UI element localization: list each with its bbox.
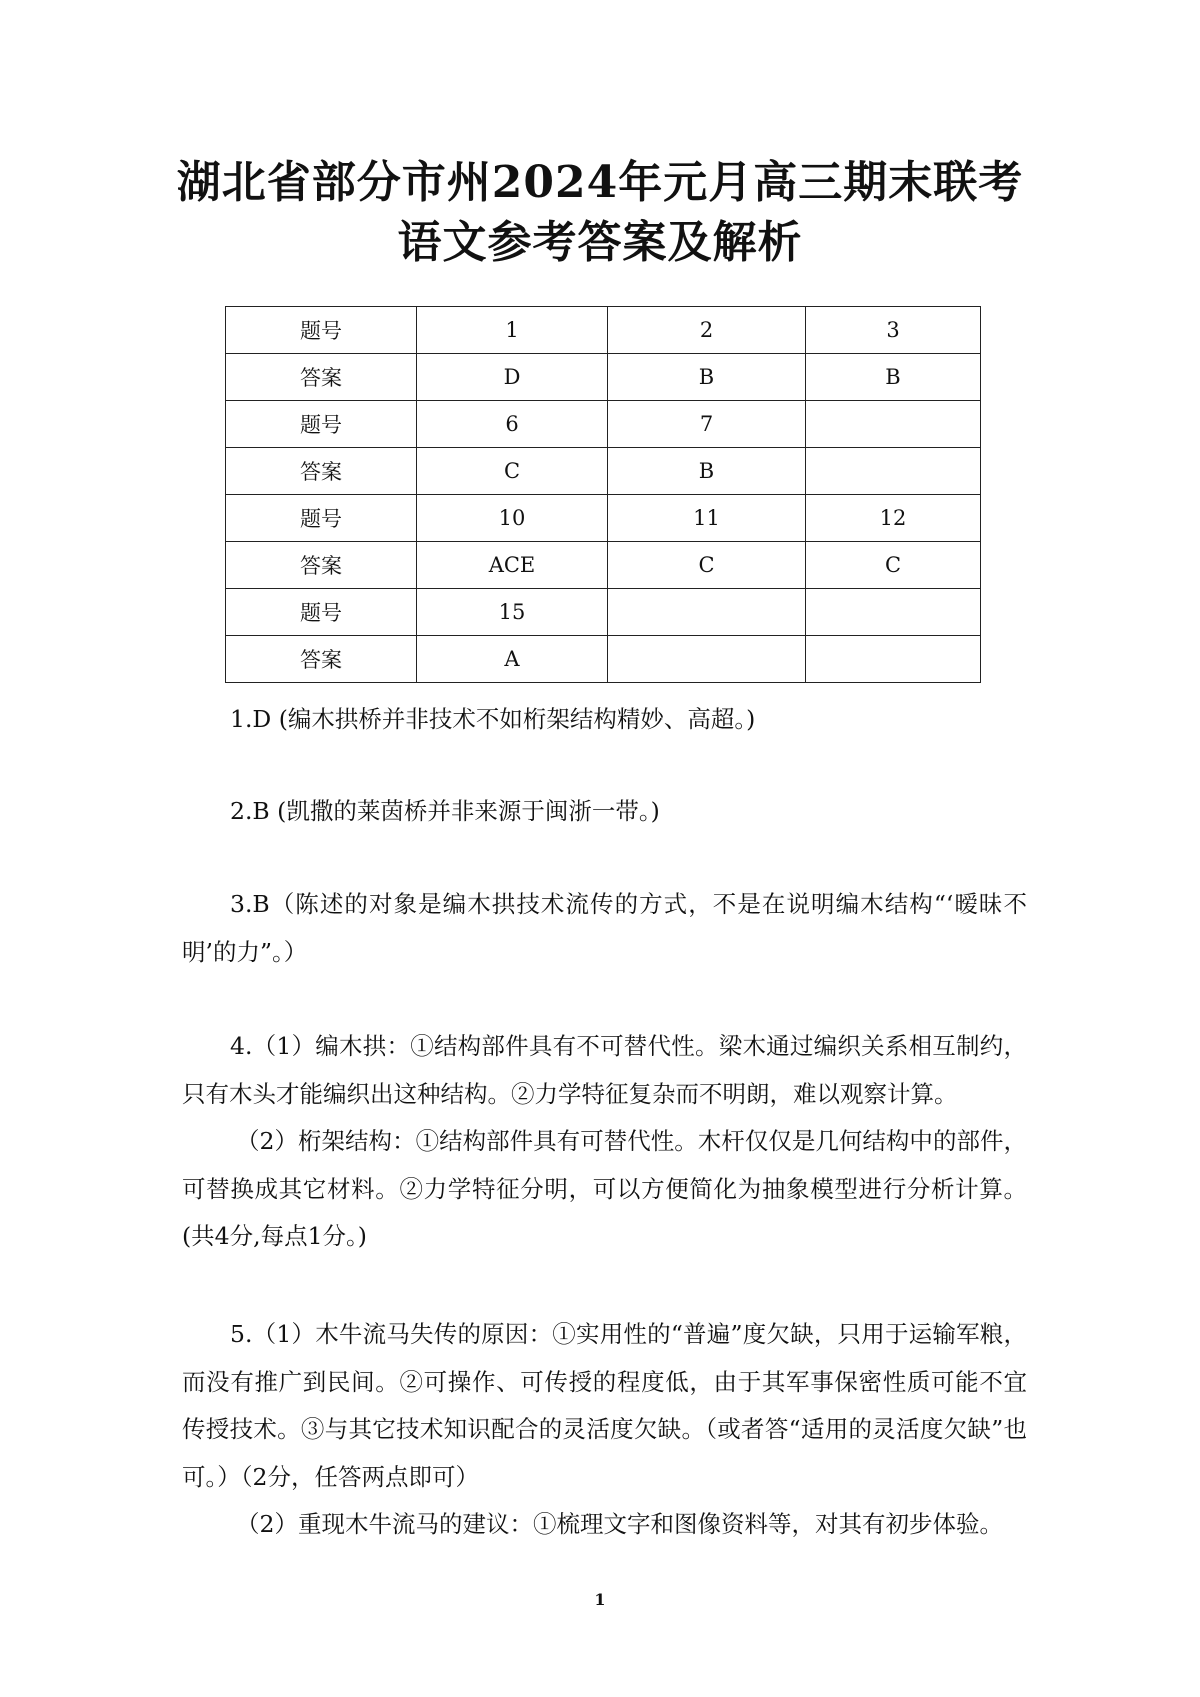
table-row [226, 542, 981, 589]
row-label-cell: 题号 [226, 495, 417, 542]
table-cell: C [417, 448, 608, 495]
table-cell [806, 589, 981, 636]
table-cell: C [806, 542, 981, 589]
table-cell [806, 448, 981, 495]
answer-4-part-2: （2）桁架结构：①结构部件具有可替代性。木杆仅仅是几何结构中的部件，可替换成其它材料。②力学特征分明，可以方便简化为抽象模型进行分析计算。(共4分,每点1分。) [182, 1127, 1027, 1250]
table-cell [608, 636, 806, 683]
table-row [226, 354, 981, 401]
table-cell [806, 636, 981, 683]
table-cell [608, 589, 806, 636]
document-subtitle: 语文参考答案及解析 [397, 217, 803, 268]
document-title: 湖北省部分市州2024年元月高三期末联考 [176, 157, 1024, 208]
table-row [226, 589, 981, 636]
answer-5-part-1: 5.（1）木牛流马失传的原因：①实用性的“普遍”度欠缺，只用于运输军粮，而没有推广到民间。②可操作、可传授的程度低，由于其军事保密性质可能不宜传授技术。③与其它技术知识配合的灵活度欠缺。（或者答“适用的灵活度欠缺”也可。）（2分，任答两点即可） [182, 1320, 1027, 1491]
table-cell: 7 [608, 401, 806, 448]
table-cell: ACE [417, 542, 608, 589]
table-cell: B [608, 354, 806, 401]
table-row [226, 307, 981, 354]
row-label-cell: 题号 [226, 401, 417, 448]
table-cell: 1 [417, 307, 608, 354]
row-label-cell: 答案 [226, 354, 417, 401]
table-cell: D [417, 354, 608, 401]
answer-2: 2.B (凯撒的莱茵桥并非来源于闽浙一带。) [230, 797, 660, 825]
table-cell: 6 [417, 401, 608, 448]
table-cell: 11 [608, 495, 806, 542]
table-row [226, 495, 981, 542]
answer-1: 1.D (编木拱桥并非技术不如桁架结构精妙、高超。) [230, 705, 756, 733]
page-number: 1 [594, 1590, 606, 1609]
row-label-cell: 答案 [226, 636, 417, 683]
table-cell: 15 [417, 589, 608, 636]
table-cell: 10 [417, 495, 608, 542]
answer-table [225, 306, 981, 683]
table-cell: A [417, 636, 608, 683]
table-cell: C [608, 542, 806, 589]
row-label-cell: 题号 [226, 307, 417, 354]
row-label-cell: 答案 [226, 448, 417, 495]
table-row [226, 448, 981, 495]
table-cell: 2 [608, 307, 806, 354]
table-cell: 12 [806, 495, 981, 542]
table-row [226, 401, 981, 448]
table-cell [806, 401, 981, 448]
table-cell: 3 [806, 307, 981, 354]
table-row [226, 636, 981, 683]
row-label-cell: 答案 [226, 542, 417, 589]
row-label-cell: 题号 [226, 589, 417, 636]
table-cell: B [806, 354, 981, 401]
answer-5-part-2: （2）重现木牛流马的建议：①梳理文字和图像资料等，对其有初步体验。 [236, 1510, 1003, 1538]
answer-4-part-1: 4.（1）编木拱：①结构部件具有不可替代性。梁木通过编织关系相互制约，只有木头才能编织出这种结构。②力学特征复杂而不明朗，难以观察计算。 [182, 1032, 1027, 1108]
table-cell: B [608, 448, 806, 495]
answer-3: 3.B（陈述的对象是编木拱技术流传的方式，不是在说明编木结构“‘暧昧不明’的力”。） [182, 890, 1027, 966]
